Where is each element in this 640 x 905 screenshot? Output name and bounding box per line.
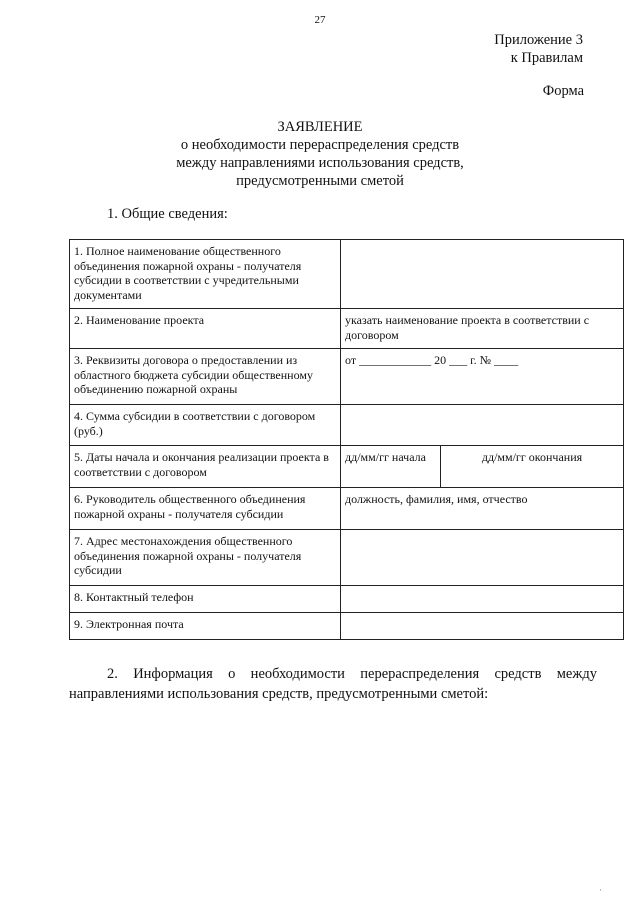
section-2-paragraph: 2. Информация о необходимости перераспределения средств между направлениями использования средств, предусмотренными сметой: [69,666,597,702]
table-row [70,446,624,488]
table-row [70,349,624,405]
row-label: 8. Контактный телефон [70,586,341,613]
row-label: 3. Реквизиты договора о предоставлении из областного бюджета субсидии общественному объединению пожарной охраны [70,349,341,405]
table-row [70,530,624,586]
row-label: 5. Даты начала и окончания реализации проекта в соответствии с договором [70,446,341,488]
end-date-field[interactable]: дд/мм/гг окончания [441,446,624,488]
document-title: ЗАЯВЛЕНИЕ [277,119,363,135]
document-subtitle-line-1: о необходимости перераспределения средств [180,137,460,153]
appendix-reference: к Правилам [510,50,583,66]
row-label: 2. Наименование проекта [70,309,341,349]
table-row [70,488,624,530]
appendix-number: Приложение 3 [494,32,583,48]
table-row [70,613,624,640]
section-1-heading: 1. Общие сведения: [107,206,228,222]
row-value[interactable] [341,405,624,446]
document-subtitle-line-2: между направлениями использования средств, [176,155,464,171]
row-value[interactable] [341,530,624,586]
form-label: Форма [542,83,584,99]
document-subtitle-line-3: предусмотренными сметой [236,173,404,189]
table-row [70,309,624,349]
row-value[interactable] [341,240,624,309]
row-value[interactable]: указать наименование проекта в соответствии с договором [341,309,624,349]
row-value[interactable]: от ____________ 20 ___ г. № ____ [341,349,624,405]
row-value[interactable]: должность, фамилия, имя, отчество [341,488,624,530]
row-label: 9. Электронная почта [70,613,341,640]
general-info-table [69,239,624,640]
table-row [70,240,624,309]
row-label: 6. Руководитель общественного объединения пожарной охраны - получателя субсидии [70,488,341,530]
page-number: 27 [314,14,326,26]
row-value[interactable] [341,613,624,640]
start-date-field[interactable]: дд/мм/гг начала [341,446,441,488]
row-value[interactable] [341,586,624,613]
table-row [70,586,624,613]
row-label: 4. Сумма субсидии в соответствии с договором (руб.) [70,405,341,446]
scan-mark: · [599,885,602,895]
row-label: 1. Полное наименование общественного объединения пожарной охраны - получателя субсидии в соответствии с учредительными документами [70,240,341,309]
table-row [70,405,624,446]
row-label: 7. Адрес местонахождения общественного объединения пожарной охраны - получателя субсидии [70,530,341,586]
